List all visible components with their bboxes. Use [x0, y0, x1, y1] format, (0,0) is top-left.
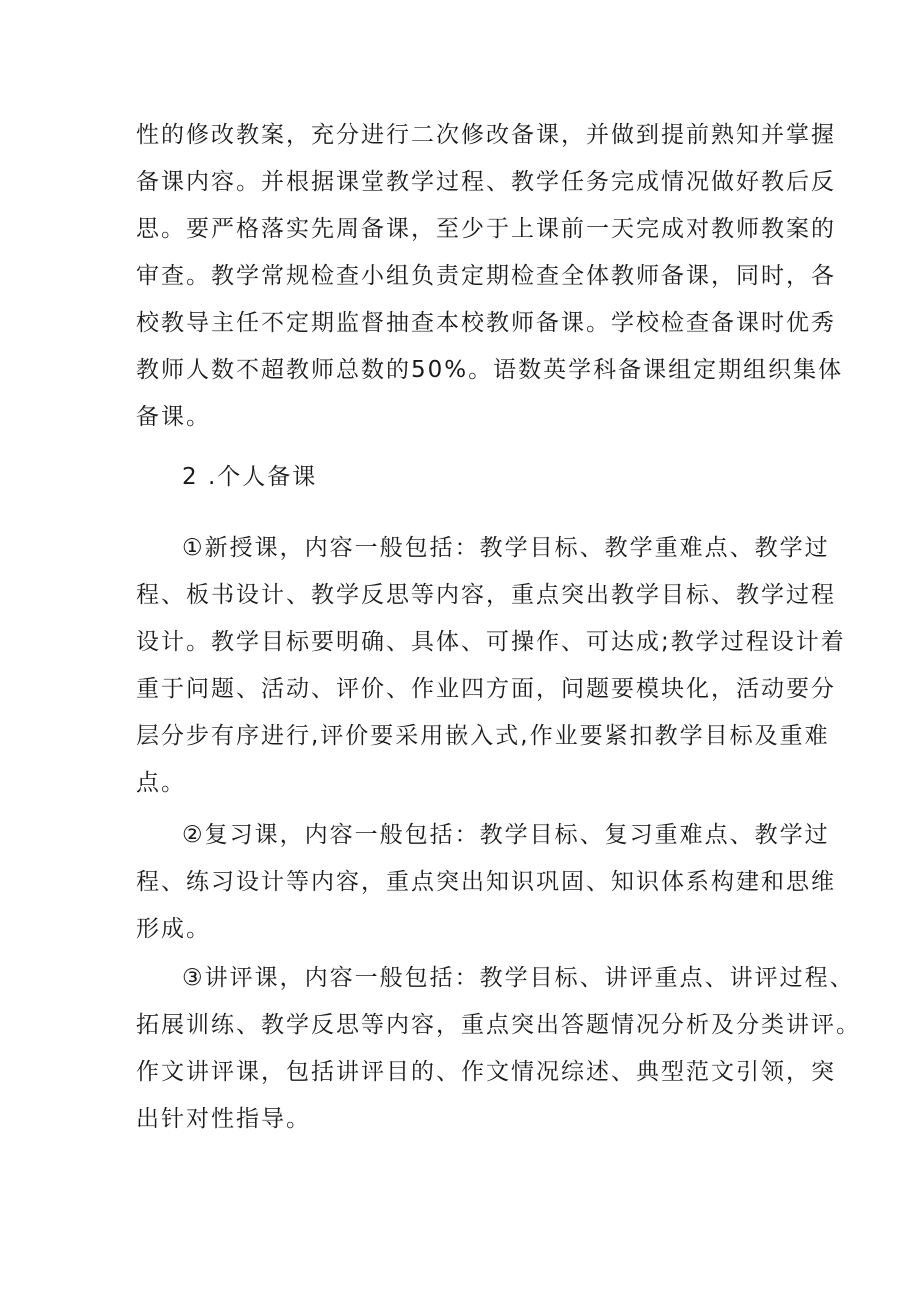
text-line: 形成。: [136, 916, 211, 942]
text-line: ②复习课，内容一般包括：教学目标、复习重难点、教学过: [182, 822, 830, 848]
text-line: 审查。教学常规检查小组负责定期检查全体教师备课，同时，各: [136, 263, 836, 289]
text-line: 点。: [136, 770, 186, 796]
paragraph-comment-lesson: [136, 955, 861, 1143]
text-line: 备课。: [136, 404, 211, 430]
text-line: 教师人数不超教师总数的50%。语数英学科备课组定期组织集体: [136, 357, 844, 383]
text-line: 性的修改教案，充分进行二次修改备课，并做到提前熟知并掌握: [136, 122, 836, 148]
text-line: 程、练习设计等内容，重点突出知识巩固、知识体系构建和思维: [136, 869, 836, 895]
paragraph-review-lesson: [136, 812, 836, 953]
section-heading-text: 2 .个人备课: [182, 464, 318, 490]
text-line: 校教导主任不定期监督抽查本校教师备课。学校检查备课时优秀: [136, 310, 836, 336]
text-line: 出针对性指导。: [136, 1106, 311, 1132]
paragraph-new-lesson: [136, 525, 846, 807]
text-line: ①新授课，内容一般包括：教学目标、教学重难点、教学过: [182, 535, 830, 561]
text-line: 设计。教学目标要明确、具体、可操作、可达成;教学过程设计着: [136, 629, 846, 655]
section-heading: [136, 454, 796, 501]
text-line: 思。要严格落实先周备课，至少于上课前一天完成对教师教案的: [136, 216, 836, 242]
text-line: 重于问题、活动、评价、作业四方面，问题要模块化，活动要分: [136, 676, 836, 702]
text-line: 作文讲评课，包括讲评目的、作文情况综述、典型范文引领，突: [136, 1059, 836, 1085]
text-line: 拓展训练、教学反思等内容，重点突出答题情况分析及分类讲评。: [136, 1012, 861, 1038]
text-line: 层分步有序进行,评价要采用嵌入式,作业要紧扣教学目标及重难: [136, 723, 830, 749]
paragraph-lesson-prep-review: [136, 112, 844, 441]
text-line: 程、板书设计、教学反思等内容，重点突出教学目标、教学过程: [136, 582, 836, 608]
text-line: ③讲评课，内容一般包括：教学目标、讲评重点、讲评过程、: [182, 965, 855, 991]
text-line: 备课内容。并根据课堂教学过程、教学任务完成情况做好教后反: [136, 169, 836, 195]
